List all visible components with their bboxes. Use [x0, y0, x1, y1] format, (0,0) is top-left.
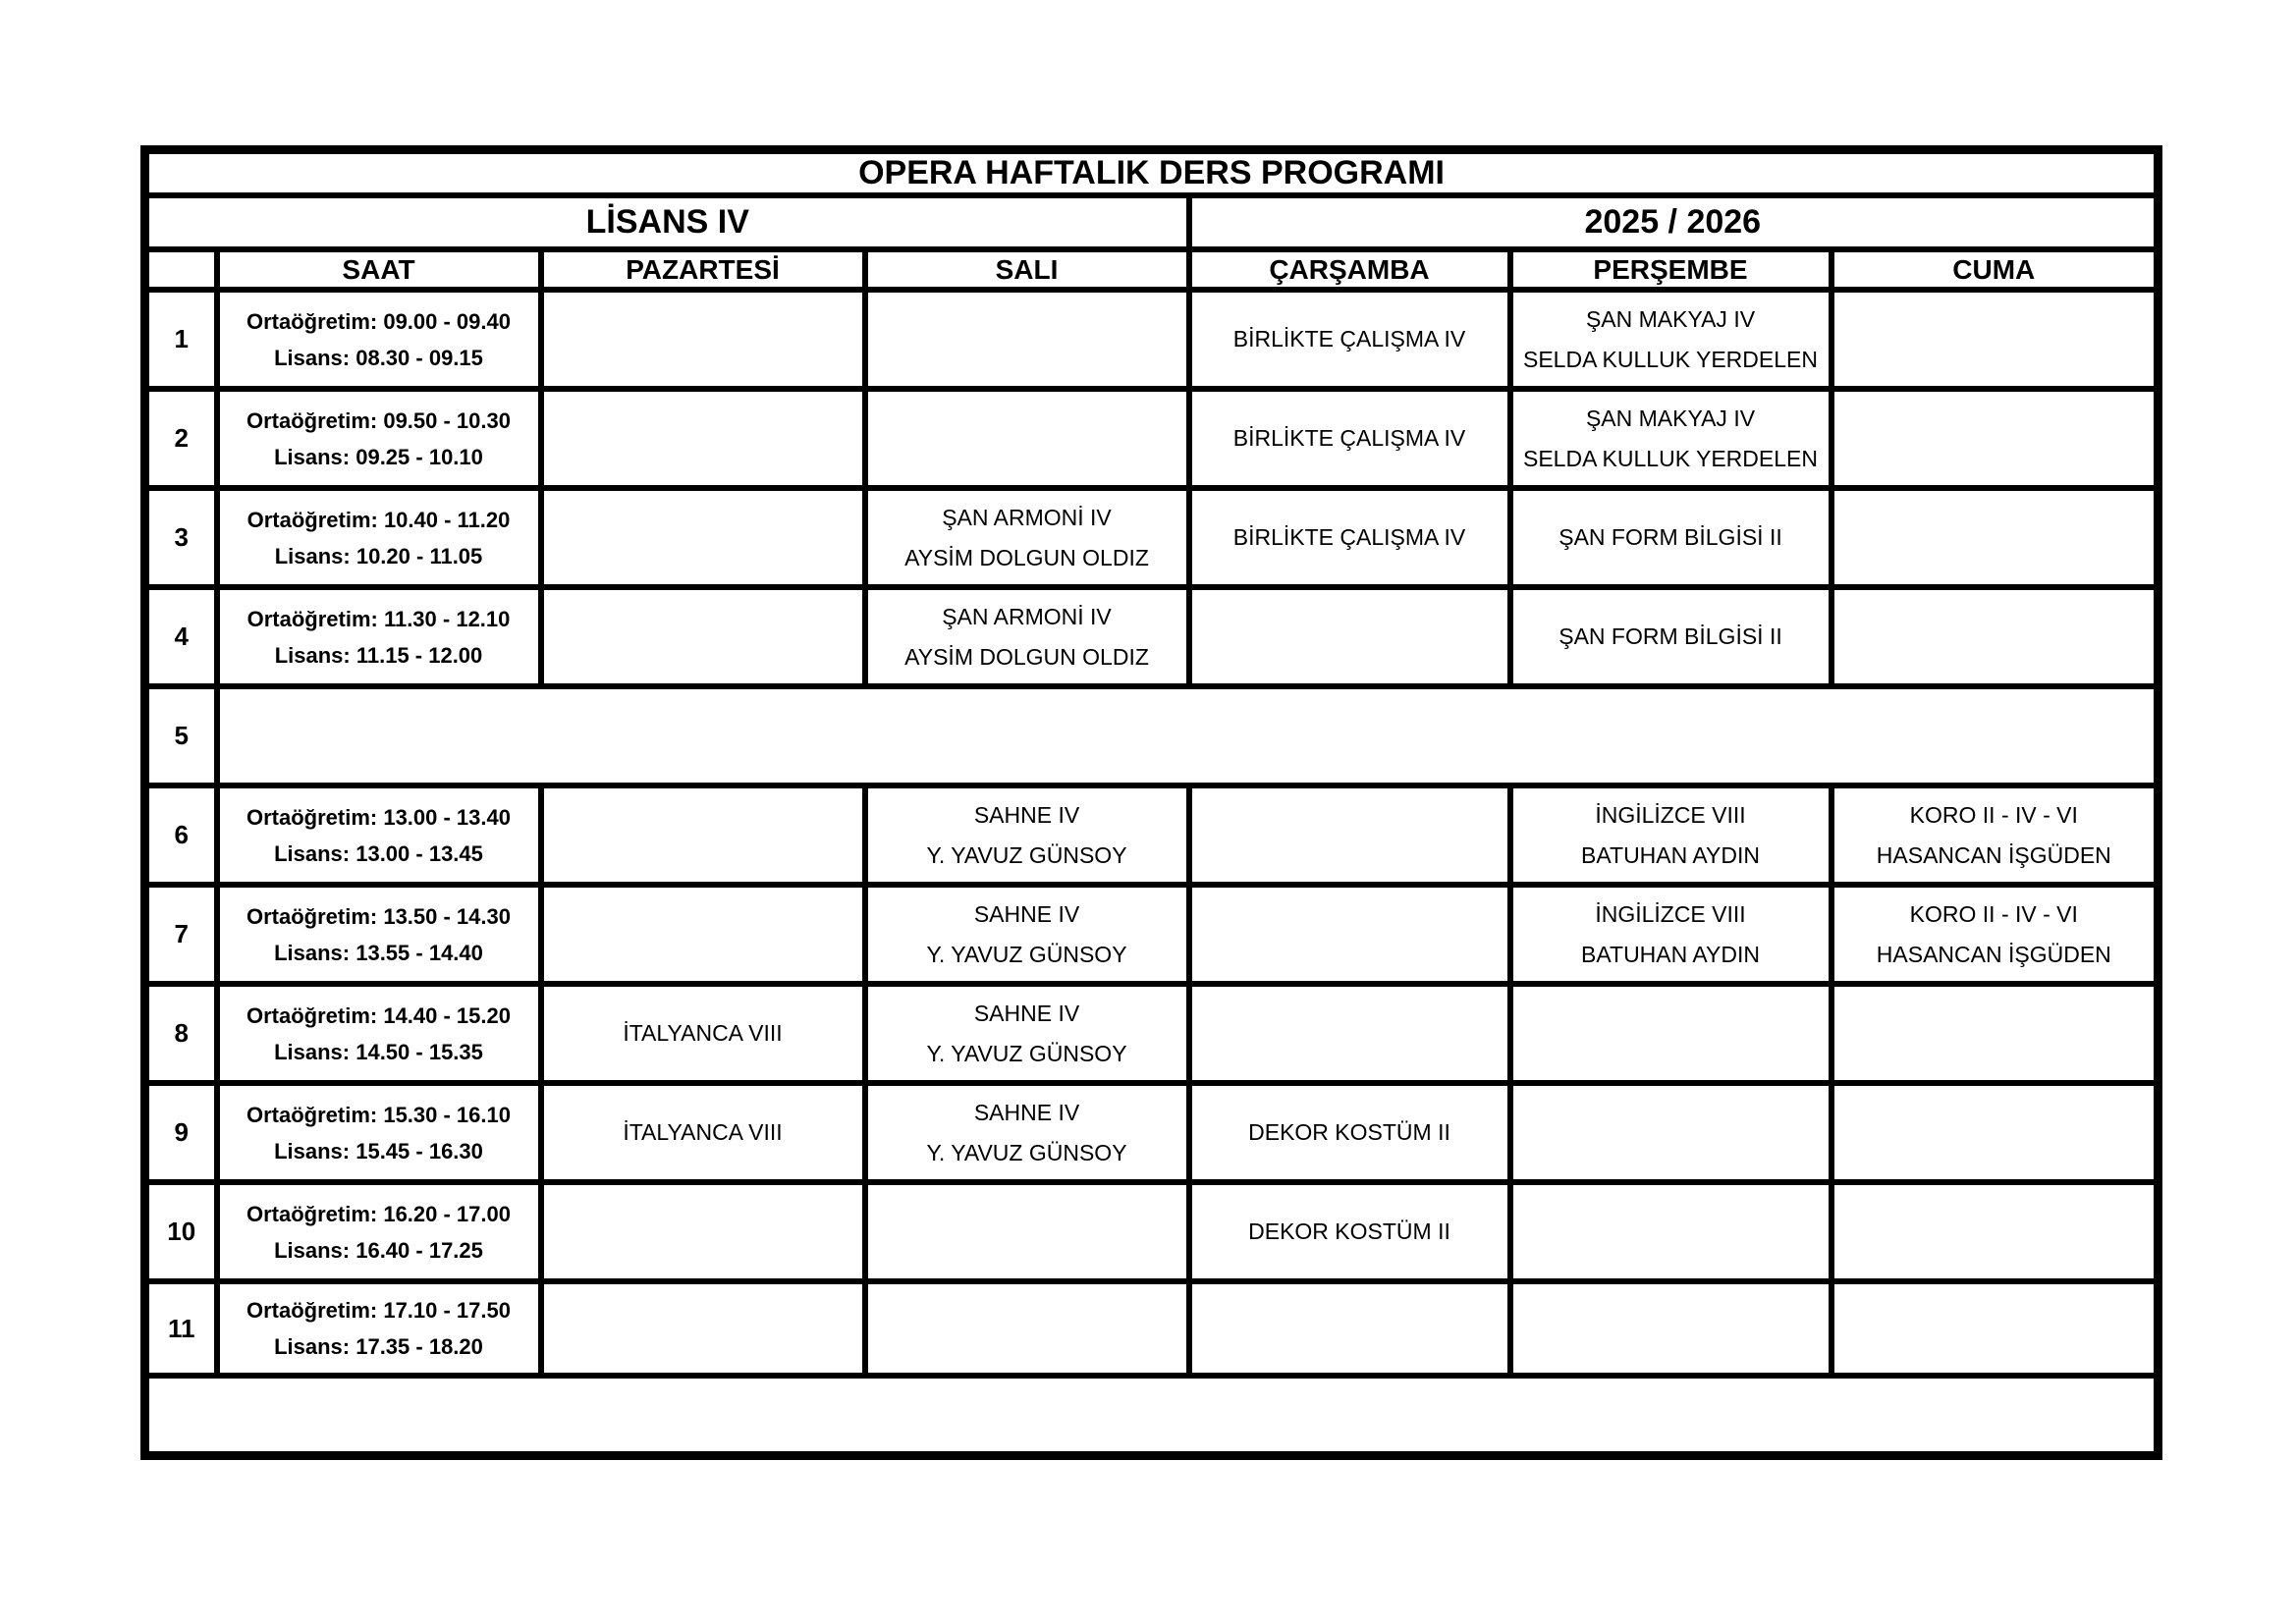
course-line: HASANCAN İŞGÜDEN	[1876, 941, 2111, 967]
column-header-cuma: CUMA	[1831, 249, 2159, 290]
course-line: Y. YAVUZ GÜNSOY	[926, 941, 1127, 967]
cell-r10-persembe	[1510, 1182, 1831, 1281]
saat-line: Lisans: 14.50 - 15.35	[274, 1039, 483, 1064]
table-row	[145, 1083, 2159, 1182]
cell-r3-carsamba	[1189, 488, 1510, 587]
cell-r4-pazartesi	[541, 587, 865, 686]
cell-r1-cuma	[1831, 290, 2159, 389]
course-line: SELDA KULLUK YERDELEN	[1523, 445, 1818, 471]
saat-cell-r8	[217, 984, 541, 1083]
course-line: İTALYANCA VIII	[623, 1020, 783, 1046]
cell-r7-pazartesi	[541, 885, 865, 984]
cell-r10-cuma	[1831, 1182, 2159, 1281]
cell-r6-cuma	[1831, 785, 2159, 885]
table-row	[145, 984, 2159, 1083]
course-line: ŞAN ARMONİ IV	[942, 603, 1112, 629]
saat-line: Ortaöğretim: 16.20 - 17.00	[246, 1201, 511, 1226]
saat-cell-r6	[217, 785, 541, 885]
cell-r7-carsamba	[1189, 885, 1510, 984]
course-line: İNGİLİZCE VIII	[1595, 801, 1746, 828]
saat-cell-r2	[217, 389, 541, 488]
cell-r11-cuma	[1831, 1281, 2159, 1376]
saat-line: Ortaöğretim: 17.10 - 17.50	[246, 1298, 511, 1323]
course-line: ŞAN MAKYAJ IV	[1585, 405, 1756, 431]
course-line: AYSİM DOLGUN OLDIZ	[904, 544, 1149, 570]
table-row	[145, 885, 2159, 984]
cell-r7-persembe	[1510, 885, 1831, 984]
row-number: 9	[145, 1083, 217, 1182]
cell-r10-sali	[865, 1182, 1189, 1281]
class-year-row	[145, 195, 2159, 249]
cell-r9-pazartesi	[541, 1083, 865, 1182]
saat-line: Ortaöğretim: 11.30 - 12.10	[246, 606, 511, 631]
row-number: 1	[145, 290, 217, 389]
cell-r11-carsamba	[1189, 1281, 1510, 1376]
cell-r8-cuma	[1831, 984, 2159, 1083]
saat-line: Ortaöğretim: 10.40 - 11.20	[246, 507, 511, 532]
cell-r1-persembe	[1510, 290, 1831, 389]
course-line: SAHNE IV	[973, 1000, 1080, 1026]
cell-r8-persembe	[1510, 984, 1831, 1083]
saat-line: Ortaöğretim: 15.30 - 16.10	[246, 1102, 511, 1127]
course-line: DEKOR KOSTÜM II	[1248, 1119, 1450, 1145]
column-header-pazartesi: PAZARTESİ	[541, 249, 865, 290]
course-line: Y. YAVUZ GÜNSOY	[926, 1139, 1127, 1165]
cell-r4-persembe	[1510, 587, 1831, 686]
cell-r11-persembe	[1510, 1281, 1831, 1376]
row5-empty-span	[217, 686, 2159, 785]
table-row	[145, 290, 2159, 389]
saat-line: Lisans: 16.40 - 17.25	[274, 1237, 483, 1263]
saat-line: Lisans: 17.35 - 18.20	[274, 1334, 483, 1359]
course-line: DEKOR KOSTÜM II	[1248, 1218, 1450, 1244]
bottom-empty-row	[145, 1376, 2159, 1455]
course-line: BİRLİKTE ÇALIŞMA IV	[1232, 524, 1466, 550]
saat-cell-r9	[217, 1083, 541, 1182]
cell-r9-persembe	[1510, 1083, 1831, 1182]
saat-line: Lisans: 08.30 - 09.15	[274, 345, 483, 370]
course-line: SELDA KULLUK YERDELEN	[1523, 346, 1818, 372]
cell-r7-cuma	[1831, 885, 2159, 984]
cell-r6-sali	[865, 785, 1189, 885]
cell-r2-cuma	[1831, 389, 2159, 488]
cell-r8-carsamba	[1189, 984, 1510, 1083]
course-line: BATUHAN AYDIN	[1581, 941, 1760, 967]
column-header-saat: SAAT	[217, 249, 541, 290]
saat-line: Lisans: 15.45 - 16.30	[274, 1138, 483, 1164]
course-line: SAHNE IV	[973, 1099, 1080, 1125]
cell-r11-pazartesi	[541, 1281, 865, 1376]
course-line: HASANCAN İŞGÜDEN	[1876, 841, 2111, 868]
course-line: ŞAN ARMONİ IV	[942, 504, 1112, 530]
cell-r4-sali	[865, 587, 1189, 686]
saat-line: Lisans: 13.00 - 13.45	[274, 840, 483, 866]
course-line: KORO II - IV - VI	[1909, 801, 2078, 828]
cell-r9-sali	[865, 1083, 1189, 1182]
cell-r10-pazartesi	[541, 1182, 865, 1281]
saat-line: Lisans: 09.25 - 10.10	[274, 444, 483, 469]
cell-r2-carsamba	[1189, 389, 1510, 488]
saat-line: Ortaöğretim: 13.00 - 13.40	[246, 804, 511, 830]
cell-r8-pazartesi	[541, 984, 865, 1083]
cell-r9-cuma	[1831, 1083, 2159, 1182]
column-header-carsamba: ÇARŞAMBA	[1189, 249, 1510, 290]
table-row	[145, 1182, 2159, 1281]
saat-cell-r7	[217, 885, 541, 984]
row-number: 4	[145, 587, 217, 686]
course-line: KORO II - IV - VI	[1909, 900, 2078, 927]
cell-r1-carsamba	[1189, 290, 1510, 389]
cell-r11-sali	[865, 1281, 1189, 1376]
row-number: 10	[145, 1182, 217, 1281]
row-number: 8	[145, 984, 217, 1083]
row-number: 6	[145, 785, 217, 885]
saat-line: Lisans: 10.20 - 11.05	[274, 543, 483, 568]
table-row	[145, 389, 2159, 488]
saat-cell-r3	[217, 488, 541, 587]
cell-r9-carsamba	[1189, 1083, 1510, 1182]
cell-r6-pazartesi	[541, 785, 865, 885]
day-header-row	[145, 249, 2159, 290]
table-row	[145, 488, 2159, 587]
table-row	[145, 587, 2159, 686]
course-line: İTALYANCA VIII	[623, 1119, 783, 1145]
cell-r4-carsamba	[1189, 587, 1510, 686]
course-line: BİRLİKTE ÇALIŞMA IV	[1232, 425, 1466, 451]
course-line: ŞAN FORM BİLGİSİ II	[1558, 623, 1782, 649]
cell-r4-cuma	[1831, 587, 2159, 686]
saat-line: Ortaöğretim: 14.40 - 15.20	[246, 1002, 511, 1028]
weekly-schedule-table	[140, 145, 2162, 1460]
course-line: AYSİM DOLGUN OLDIZ	[904, 643, 1149, 670]
table-row	[145, 1281, 2159, 1376]
cell-r1-pazartesi	[541, 290, 865, 389]
class-label: LİSANS IV	[145, 195, 1189, 249]
saat-cell-r10	[217, 1182, 541, 1281]
corner-cell	[145, 249, 217, 290]
cell-r2-persembe	[1510, 389, 1831, 488]
cell-r3-sali	[865, 488, 1189, 587]
course-line: Y. YAVUZ GÜNSOY	[926, 1040, 1127, 1066]
column-header-persembe: PERŞEMBE	[1510, 249, 1831, 290]
saat-line: Ortaöğretim: 09.50 - 10.30	[246, 407, 511, 433]
course-line: ŞAN MAKYAJ IV	[1585, 305, 1756, 332]
cell-r2-sali	[865, 389, 1189, 488]
cell-r3-cuma	[1831, 488, 2159, 587]
saat-line: Lisans: 11.15 - 12.00	[274, 642, 483, 668]
academic-year-label: 2025 / 2026	[1189, 195, 2159, 249]
row-number: 3	[145, 488, 217, 587]
row-number: 7	[145, 885, 217, 984]
row-number: 2	[145, 389, 217, 488]
title-row	[145, 150, 2159, 196]
course-line: SAHNE IV	[973, 801, 1080, 828]
saat-cell-r1	[217, 290, 541, 389]
page-title: OPERA HAFTALIK DERS PROGRAMI	[145, 150, 2159, 196]
cell-r3-pazartesi	[541, 488, 865, 587]
course-line: ŞAN FORM BİLGİSİ II	[1558, 524, 1782, 550]
saat-line: Ortaöğretim: 09.00 - 09.40	[246, 308, 511, 334]
table-row-lunch	[145, 686, 2159, 785]
row-number: 11	[145, 1281, 217, 1376]
column-header-sali: SALI	[865, 249, 1189, 290]
saat-line: Ortaöğretim: 13.50 - 14.30	[246, 903, 511, 929]
course-line: BATUHAN AYDIN	[1581, 841, 1760, 868]
cell-r3-persembe	[1510, 488, 1831, 587]
course-line: İNGİLİZCE VIII	[1595, 900, 1746, 927]
bottom-empty-cell	[145, 1376, 2159, 1455]
course-line: BİRLİKTE ÇALIŞMA IV	[1232, 326, 1466, 352]
cell-r10-carsamba	[1189, 1182, 1510, 1281]
saat-cell-r11	[217, 1281, 541, 1376]
course-line: SAHNE IV	[973, 900, 1080, 927]
cell-r2-pazartesi	[541, 389, 865, 488]
cell-r6-persembe	[1510, 785, 1831, 885]
row-number: 5	[145, 686, 217, 785]
saat-line: Lisans: 13.55 - 14.40	[274, 940, 483, 965]
cell-r1-sali	[865, 290, 1189, 389]
cell-r6-carsamba	[1189, 785, 1510, 885]
course-line: Y. YAVUZ GÜNSOY	[926, 841, 1127, 868]
cell-r8-sali	[865, 984, 1189, 1083]
cell-r7-sali	[865, 885, 1189, 984]
table-row	[145, 785, 2159, 885]
saat-cell-r4	[217, 587, 541, 686]
